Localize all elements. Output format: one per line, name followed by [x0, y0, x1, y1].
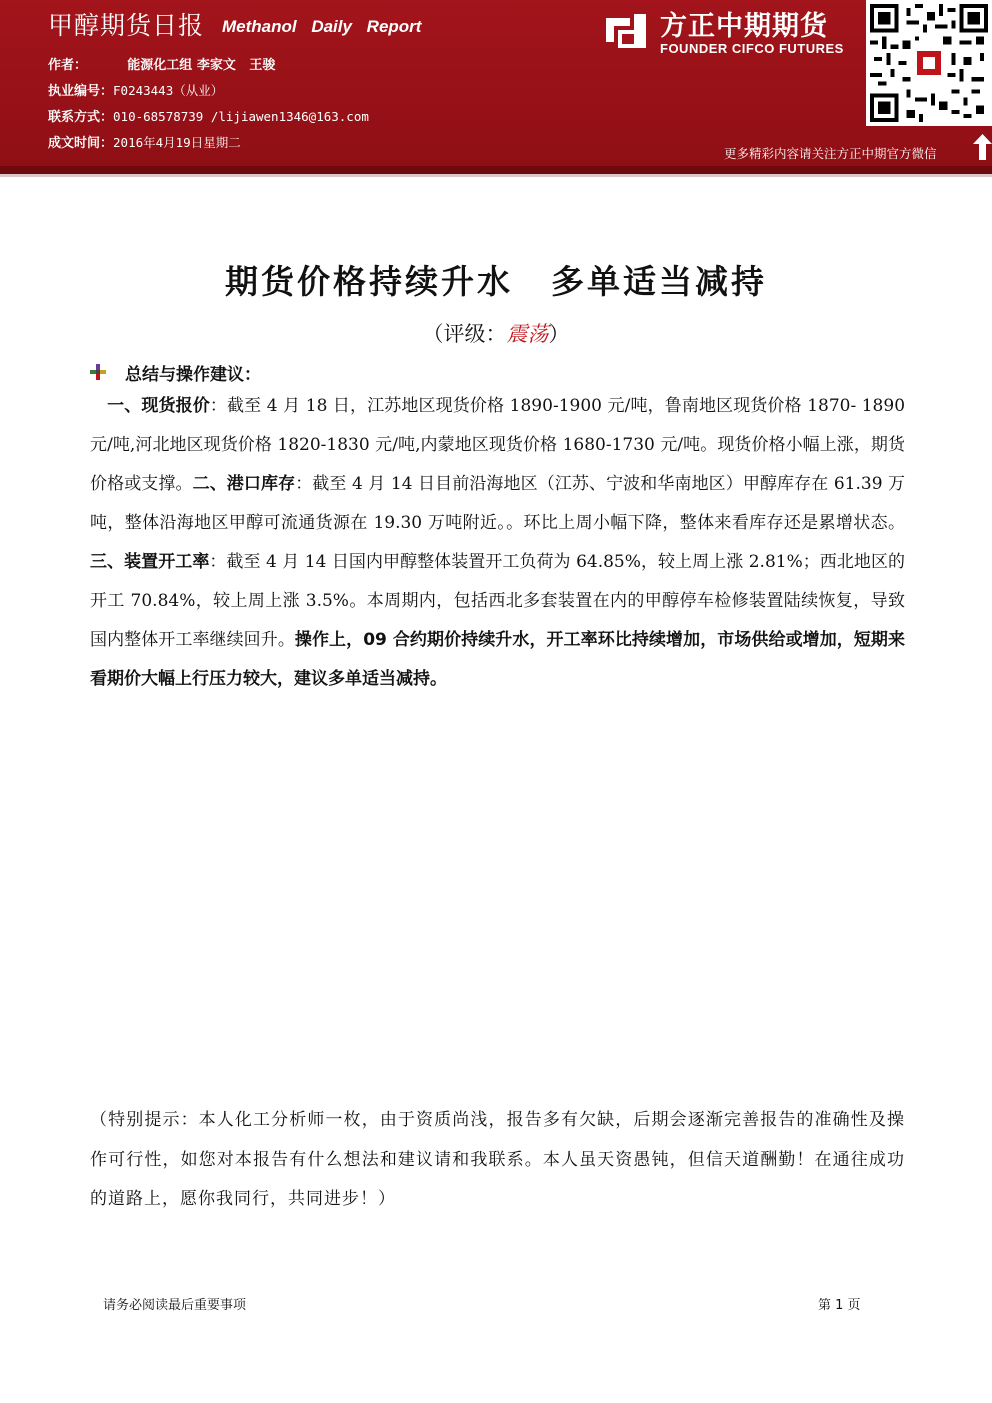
section-operating-rate-text: ：截至 4 月 14 日国内甲醇整体装置开工负荷为 64.85%，较上周上涨 2.81%；西北地区的开工 70.84%，较上周上涨 3.5%。本周期内，包括西北多套装置在内的甲醇停车检修装置陆续恢复，导致国内整体开工率继续回升。	[90, 552, 905, 650]
company-logo-icon	[604, 8, 648, 52]
analyst-note: （特别提示：本人化工分析师一枚，由于资质尚浅，报告多有欠缺，后期会逐渐完善报告的准确性及操作可行性，如您对本报告有什么想法和建议请和我联系。本人虽天资愚钝，但信天道酬勤！在通往成功的道路上，愿你我同行，共同进步！）	[90, 1110, 905, 1209]
date-value: 2016年4月19日星期二	[113, 135, 241, 150]
section-spot-price-label: 一、现货报价	[107, 396, 210, 416]
date-label: 成文时间：	[48, 136, 114, 151]
report-title-cn: 甲醇期货日报	[48, 11, 205, 40]
section-operating-rate-label: 三、装置开工率	[90, 552, 210, 572]
section-port-inventory-text: ：截至 4 月 14 日目前沿海地区（江苏、宁波和华南地区）甲醇库存在 61.39 万吨，整体沿海地区甲醇可流通货源在 19.30 万吨附近。。环比上周小幅下降，整体来看库存还是累增状态。	[90, 474, 906, 533]
contact-label: 联系方式：	[48, 110, 114, 125]
footer-disclaimer: 请务必阅读最后重要事项	[103, 1298, 247, 1313]
company-name-en: FOUNDER CIFCO FUTURES	[660, 41, 844, 56]
headline-part2: 多单适当减持	[551, 262, 767, 301]
report-title-en: Methanol Daily Report	[222, 17, 422, 36]
license-line	[48, 80, 223, 99]
report-headline	[0, 256, 992, 303]
contact-value: 010-68578739 /lijiawen1346@163.com	[113, 109, 369, 124]
rating-value: 震荡	[506, 322, 549, 346]
author-label: 作者：	[48, 58, 88, 73]
arrow-up-icon	[973, 134, 992, 160]
date-line	[48, 132, 241, 151]
rating-suffix: ）	[548, 322, 570, 346]
author-line	[48, 54, 275, 73]
header-divider	[0, 166, 992, 174]
license-label: 执业编号：	[48, 84, 114, 99]
author-value: 能源化工组 李家文 王骏	[127, 58, 276, 73]
headline-part1: 期货价格持续升水	[225, 262, 513, 301]
summary-heading: 总结与操作建议：	[125, 365, 261, 385]
follow-wechat-text: 更多精彩内容请关注方正中期官方微信	[724, 146, 937, 161]
header-divider-light	[0, 174, 992, 177]
rating-prefix: （评级：	[422, 322, 507, 346]
rating-line	[0, 318, 992, 348]
company-name-cn: 方正中期期货	[660, 11, 828, 42]
section-port-inventory-label: 二、港口库存	[192, 474, 296, 494]
section-spot-price-text: ：截至 4 月 18 日，江苏地区现货价格 1890-1900 元/吨，鲁南地区现货价格 1870- 1890 元/吨,河北地区现货价格 1820-1830 元/吨,内蒙地区现货价格 1680-1730 元/吨。现货价格小幅上涨，期货价格或支撑。	[90, 396, 906, 494]
page-number: 第 1 页	[818, 1298, 861, 1313]
license-value: F0243443（从业）	[113, 83, 224, 98]
bullet-icon	[90, 364, 106, 380]
summary-paragraph	[90, 387, 905, 699]
qr-code-icon	[866, 0, 992, 126]
contact-line	[48, 106, 369, 125]
operation-advice: 操作上，09 合约期价持续升水，开工率环比持续增加，市场供给或增加，短期来看期价大幅上行压力较大，建议多单适当减持。	[90, 630, 906, 689]
